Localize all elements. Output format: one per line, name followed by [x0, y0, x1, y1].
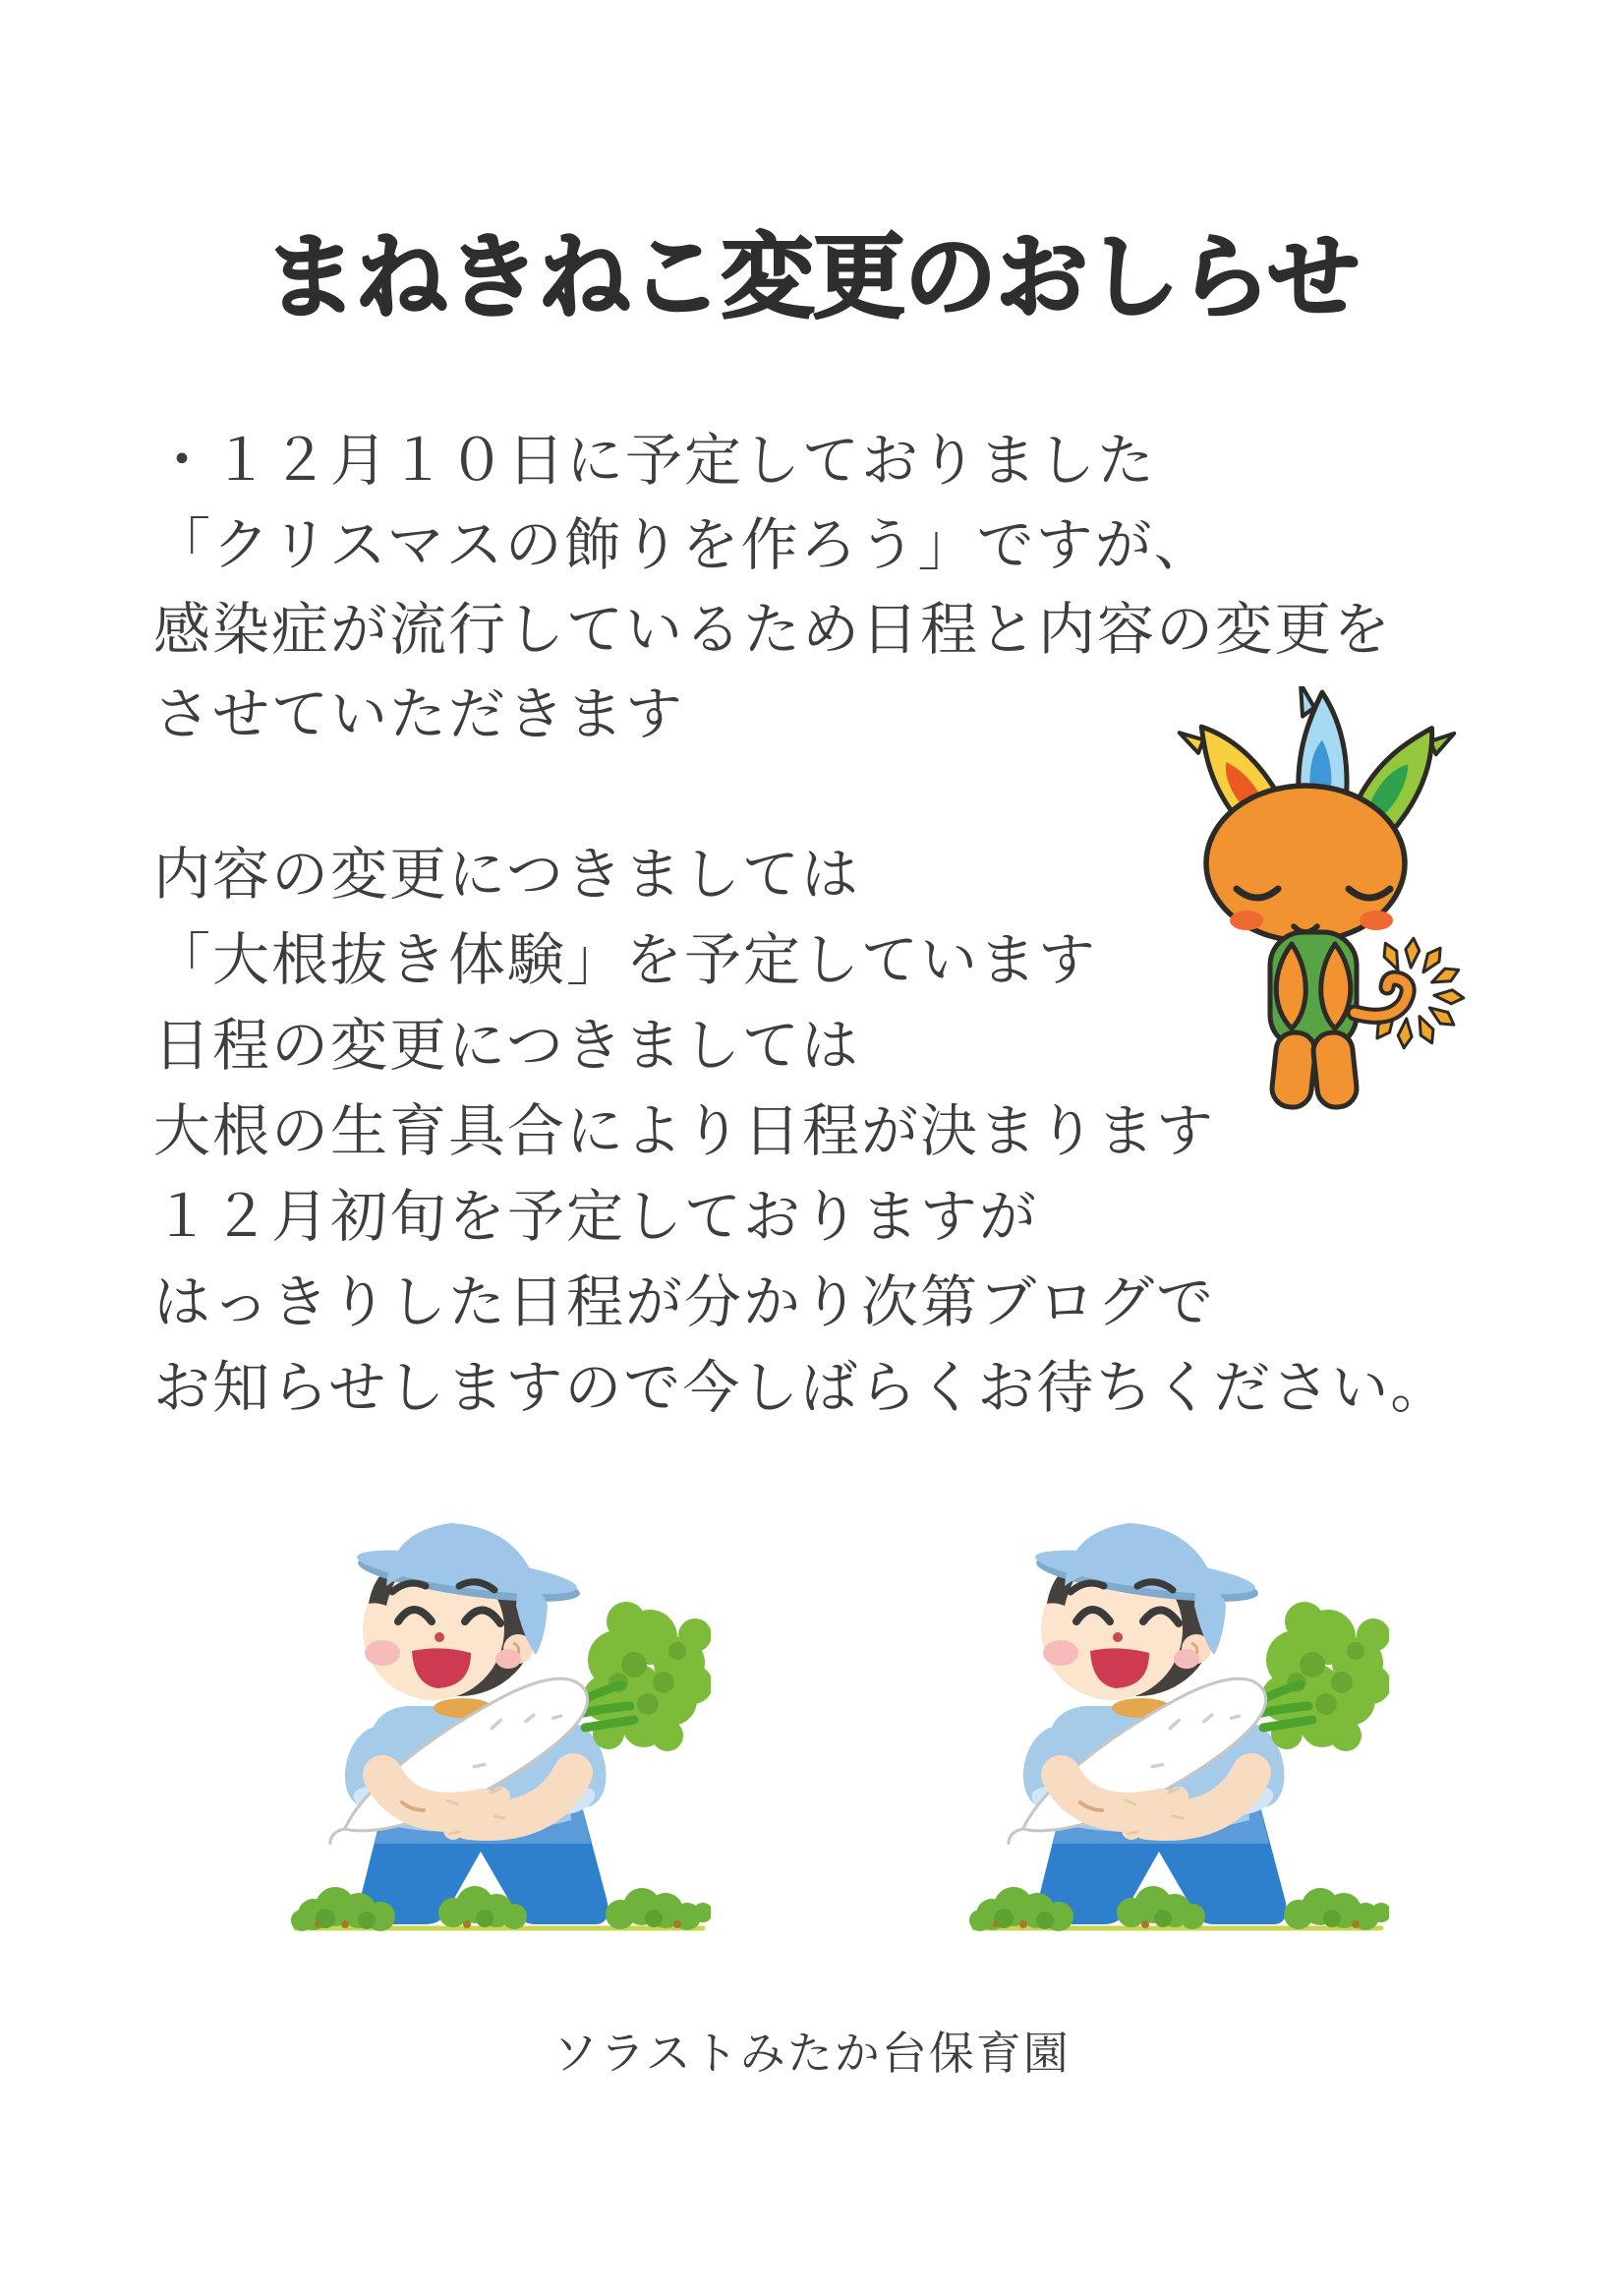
text-line: お知らせしますので今しばらくお待ちください。: [153, 1356, 1450, 1420]
text-line: 大根の生育具合により日程が決まります: [153, 1099, 1216, 1163]
boy-hugging-daikon-icon: [288, 1507, 711, 1937]
flyer-title: まねきねこ変更のおしらせ: [263, 225, 1360, 328]
text-line: ・１２月１０日に予定しておりました: [153, 429, 1157, 493]
text-line: １２月初旬を予定しておりますが: [153, 1185, 1039, 1249]
text-line: 「クリスマスの飾りを作ろう」ですが、: [153, 513, 1213, 577]
boy-daikon-illustration-right: [966, 1507, 1389, 1937]
text-line: 内容の変更につきましては: [153, 843, 860, 907]
mascot-illustration: [1172, 686, 1467, 1111]
school-name: ソラストみたか台保育園: [552, 2028, 1071, 2079]
boy-hugging-daikon-icon: [966, 1507, 1389, 1937]
text-line: 日程の変更につきましては: [153, 1014, 860, 1078]
text-line: はっきりした日程が分かり次第ブログで: [153, 1270, 1216, 1334]
text-line: 感染症が流行しているため日程と内容の変更を: [153, 598, 1393, 662]
boy-daikon-illustration-left: [288, 1507, 711, 1937]
text-line: させていただきます: [153, 682, 685, 746]
text-line: 「大根抜き体験」を予定しています: [153, 928, 1098, 992]
leaf-sprout-mascot-icon: [1172, 686, 1467, 1111]
